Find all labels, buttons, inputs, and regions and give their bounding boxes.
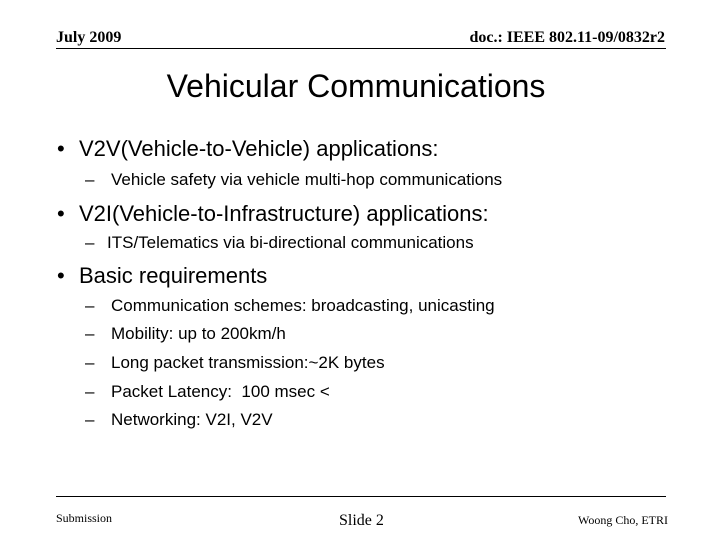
sub-bullet-text: Mobility: up to 200km/h (111, 324, 286, 343)
dash-marker: – (85, 170, 95, 189)
bullet-text: Basic requirements (79, 263, 268, 288)
footer-slide-number: Slide 2 (339, 512, 384, 529)
footer-divider (56, 496, 666, 497)
footer-submission: Submission (56, 511, 113, 525)
bullet-v2v (57, 136, 439, 162)
dash-marker: – (85, 382, 95, 401)
sub-bullet-text: ITS/Telematics via bi-directional communications (107, 233, 474, 252)
dash-marker: – (85, 410, 95, 429)
sub-bullet-mobility (85, 324, 286, 344)
header-doc-id: doc.: IEEE 802.11-09/0832r2 (469, 29, 665, 46)
dash-marker: – (85, 353, 95, 372)
sub-bullet-long-packet (85, 353, 385, 373)
bullet-marker: • (57, 136, 65, 161)
sub-bullet-text: Packet Latency: 100 msec < (111, 382, 330, 401)
slide-title: Vehicular Communications (166, 68, 546, 104)
dash-marker: – (85, 324, 95, 343)
sub-bullet-communication-schemes (85, 296, 495, 316)
bullet-text: V2I(Vehicle-to-Infrastructure) applications: (79, 201, 489, 226)
sub-bullet-text: Vehicle safety via vehicle multi-hop communications (111, 170, 503, 189)
footer-author: Woong Cho, ETRI (577, 513, 668, 527)
dash-marker: – (85, 296, 95, 315)
dash-marker: – (85, 233, 95, 252)
bullet-v2i (57, 201, 489, 227)
sub-bullet-networking (85, 410, 273, 430)
sub-bullet-text: Long packet transmission:~2K bytes (111, 353, 385, 372)
bullet-marker: • (57, 201, 65, 226)
header-divider (56, 48, 666, 49)
sub-bullet-text: Communication schemes: broadcasting, unicasting (111, 296, 495, 315)
header-date: July 2009 (56, 29, 122, 46)
sub-bullet-its-telematics (85, 233, 474, 253)
sub-bullet-packet-latency (85, 382, 330, 402)
bullet-basic-requirements (57, 263, 267, 289)
bullet-text: V2V(Vehicle-to-Vehicle) applications: (79, 136, 439, 161)
sub-bullet-vehicle-safety (85, 170, 502, 190)
sub-bullet-text: Networking: V2I, V2V (111, 410, 273, 429)
bullet-marker: • (57, 263, 65, 288)
